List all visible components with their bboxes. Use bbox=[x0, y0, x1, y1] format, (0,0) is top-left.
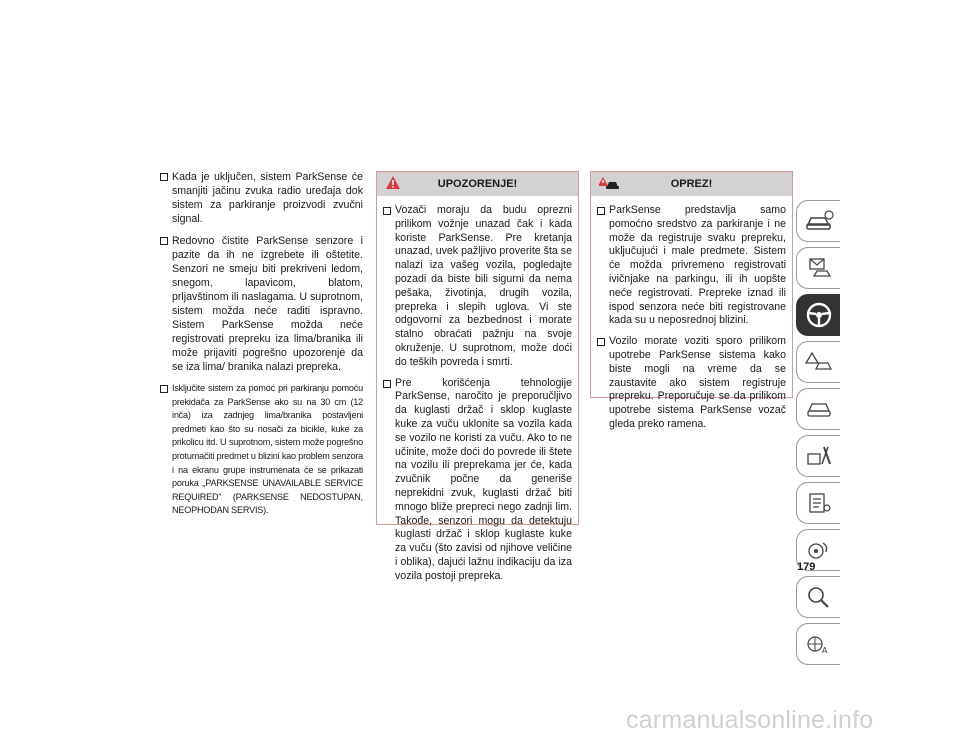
tab-specifications[interactable] bbox=[796, 482, 840, 524]
warning-title: UPOZORENJE! bbox=[437, 178, 518, 190]
language-index-icon bbox=[804, 632, 834, 656]
tab-car-info[interactable] bbox=[796, 200, 840, 242]
left-column bbox=[160, 170, 363, 526]
svg-text:A: A bbox=[821, 646, 827, 655]
list-item: Redovno čistite ParkSense senzore i pazite da ih ne izgrebete ili oštetite. Senzori ne smeju biti prekriveni ledom, snegom, lapavicom, blatom, prljavštinom ili naslagama. U suprotnom, sistem možda neće raditi ispravno. Sistem ParkSense možda neće registrovati prepreku iza lima/branika ili može prijaviti pogrešno upozorenje da se iza lima/ branika nalazi prepreka. bbox=[160, 234, 363, 374]
specifications-list-icon bbox=[804, 491, 834, 515]
checkbox-bullet-icon bbox=[597, 338, 605, 346]
checkbox-bullet-icon bbox=[160, 237, 168, 245]
page-number: 179 bbox=[797, 561, 816, 573]
watermark: carmanualsonline.info bbox=[626, 706, 874, 734]
list-item: Kada je uključen, sistem ParkSense će smanjiti jačinu zvuka radio uređaja dok sistem za parkiranje proizvodi zvučni signal. bbox=[160, 170, 363, 226]
warning-panel bbox=[376, 171, 579, 582]
list-item: Isključite sistem za pomoć pri parkiranju pomoću prekidača za ParkSense ako su na 30 cm (12 inča) iza zadnjeg lima/branika postavljeni predmeti kao što su nosači za bicikle, kuke za prikolicu itd. U suprotnom, sistem može pogrešno protumačiti predmet u blizini kao problem senzora i na ekranu grupe instrumenata će se prikazati poruka „PARKSENSE UNAVAILABLE SERVICE REQUIRED" (PARKSENSE NEDOSTUPAN, NEOPHODAN SERVIS). bbox=[160, 382, 363, 518]
wrench-tools-icon bbox=[804, 444, 834, 468]
car-info-icon bbox=[804, 209, 834, 233]
warning-triangle-icon bbox=[385, 175, 401, 190]
tab-languages[interactable] bbox=[796, 623, 840, 665]
checkbox-bullet-icon bbox=[383, 207, 391, 215]
warning-header bbox=[377, 172, 578, 196]
checkbox-bullet-icon bbox=[597, 207, 605, 215]
caution-header bbox=[591, 172, 792, 196]
caution-car-icon bbox=[599, 175, 621, 191]
checkbox-bullet-icon bbox=[160, 173, 168, 181]
checkbox-bullet-icon bbox=[383, 380, 391, 388]
tab-maintenance[interactable] bbox=[796, 435, 840, 477]
multimedia-icon bbox=[804, 538, 834, 562]
mail-car-icon bbox=[804, 256, 834, 280]
tab-driving[interactable] bbox=[796, 294, 840, 336]
tab-messages[interactable] bbox=[796, 247, 840, 289]
tab-service[interactable] bbox=[796, 388, 840, 430]
list-item: Pre korišćenja tehnologije ParkSense, naročito je preporučljivo da kuglasti držač i sklop kuglaste kuke za vuču uklonite sa vozila kada se vozilo ne koristi za vuču. Ako to ne učinite, može doći do povrede ili štete na vozilu ili preprekama jer će, kada zvučnik počne da generiše neprekidni zvuk, kuglasti držač biti mnogo bliže prepreci nego zadnji lim. Takođe, senzori mogu da detektuju kuglasti držač i sklop kuglaste kuke za vuču (što zavisi od njihove veličine i oblika), dajući lažnu indikaciju da iza vozila postoji prepreka. bbox=[383, 377, 572, 584]
list-item: Vozači moraju da budu oprezni prilikom vožnje unazad čak i kada koriste ParkSense. Pre kretanja unazad, uvek pažljivo proverite šta se nalazi iza vašeg vozila, pogledajte pozadi da biste bili sigurni da nema pešaka, životinja, drugih vozila, prepreka i slepih uglova. Vi ste odgovorni za bezbednost i morate stalno obraćati pažnju na svoje okruženje. U suprotnom, može doći do teških povreda i smrti. bbox=[383, 204, 572, 370]
caution-title: OPREZ! bbox=[670, 178, 713, 190]
chapter-tabs bbox=[796, 200, 840, 670]
steering-wheel-icon bbox=[804, 300, 834, 330]
list-item: ParkSense predstavlja samo pomoćno sredstvo za parkiranje i ne može da registruje svaku prepreku, uključujući i male predmete. Sistem će možda privremeno registrovati ivičnjake na parkingu, ili ih uopšte neće registrovati. Prepreke iznad ili ispod senzora neće biti registrovane kada su u neposrednoj blizini. bbox=[597, 204, 786, 328]
tab-index[interactable] bbox=[796, 576, 840, 618]
caution-panel bbox=[590, 171, 793, 430]
search-icon bbox=[804, 585, 834, 609]
car-service-icon bbox=[804, 397, 834, 421]
list-item: Vozilo morate voziti sporo prilikom upotrebe ParkSense sistema kako biste mogli na vreme da se zaustavite ako sistem registruje prepreku. Preporučuje se da prilikom upotrebe sistema ParkSense vozač gleda preko ramena. bbox=[597, 335, 786, 432]
car-warning-icon bbox=[804, 350, 834, 374]
tab-safety[interactable] bbox=[796, 341, 840, 383]
checkbox-bullet-icon bbox=[160, 385, 168, 393]
